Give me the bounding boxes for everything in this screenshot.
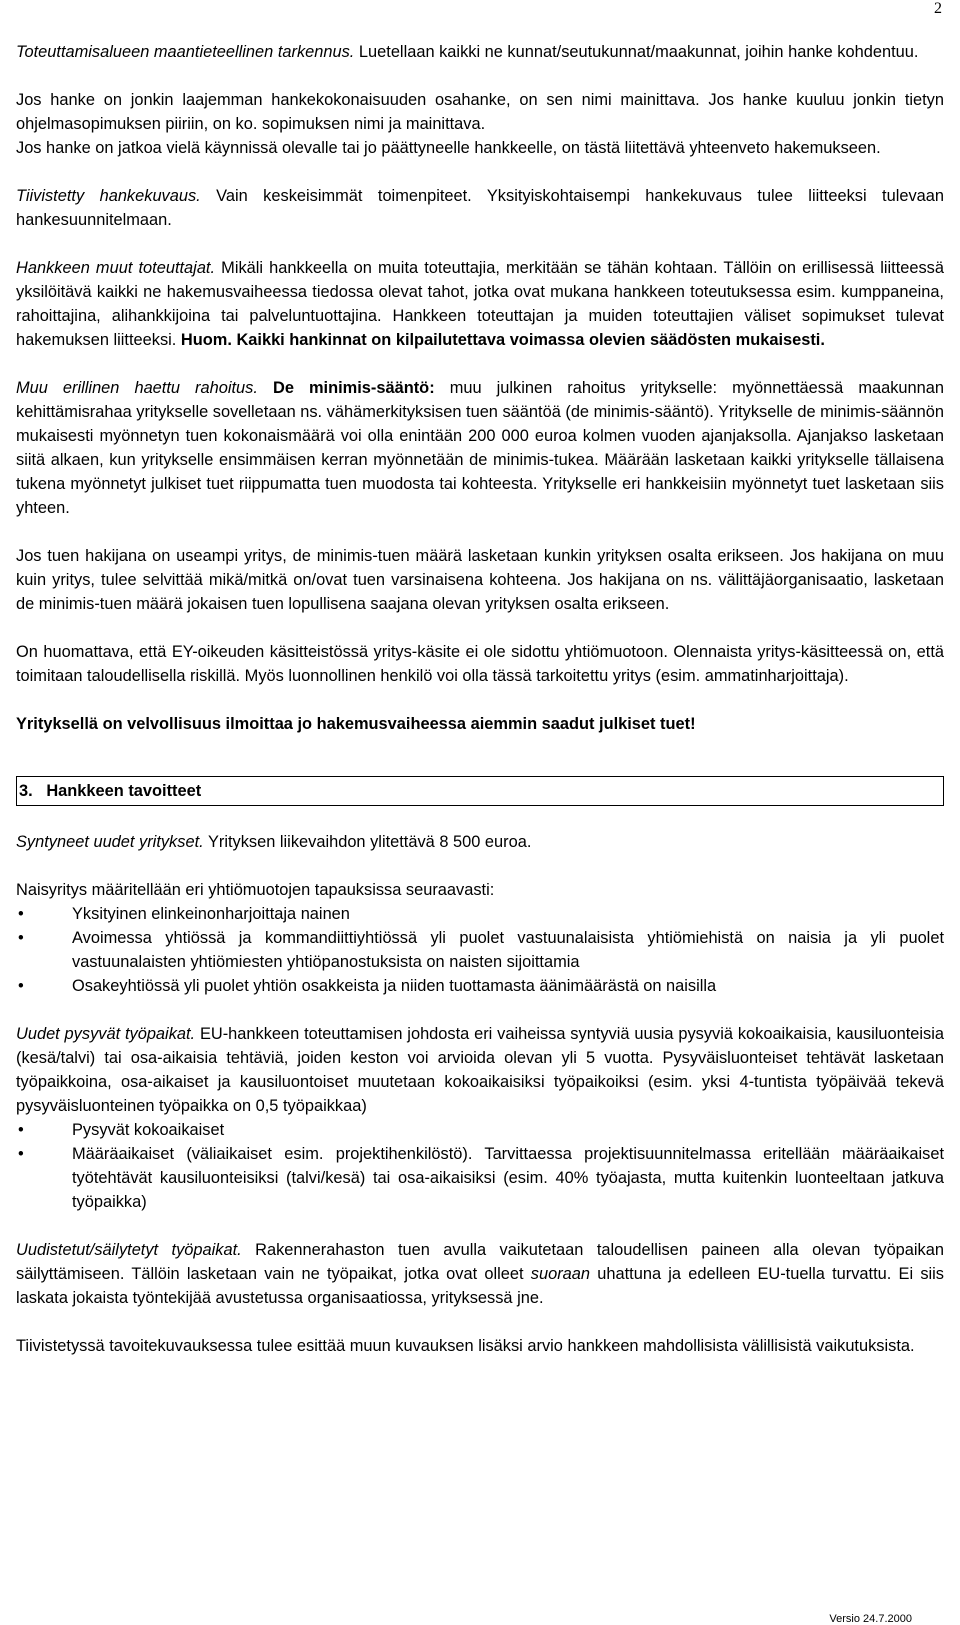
bullet-icon: • [18,977,24,995]
list-item-text: Pysyvät kokoaikaiset [72,1121,225,1139]
term-label: Uudet pysyvät työpaikat. [16,1025,196,1043]
section-title: Hankkeen tavoitteet [46,782,202,800]
section-number: 3. [19,782,33,800]
list-item [16,926,944,974]
paragraph-other-funding [16,376,944,520]
paragraph-text: EU-hankkeen toteuttamisen johdosta eri vaiheissa syntyviä uusia pysyviä kokoaikaisia, kausiluonteisia (kesä/talvi) tai osa-aikaisia tehtäviä, joiden keston voi arvioida olevan yli 5 vuotta. Pysyväisluonteiset tehtävät lasketaan työpaikkoina, osa-aikaiset ja kausiluontoiset muutetaan kokoaikaisiksi työpaikoiksi (esim. yksi 4-tuntista työpäivää tekevä pysyväisluonteinen työpaikka on 0,5 työpaikkaa) [16,1025,944,1115]
paragraph-new-companies [16,830,944,854]
list-item [16,902,944,926]
women-enterprise-list [16,902,944,998]
term-label: Tiivistetty hankekuvaus. [16,187,201,205]
section-heading-3 [16,776,944,806]
term-label: Syntyneet uudet yritykset. [16,833,204,851]
paragraph-retained-jobs [16,1238,944,1310]
paragraph-text: uhattuna ja edelleen EU-tuella turvattu. Ei siis laskata jokaista työntekijää avustetussa organisaatiossa, yrityksessä jne. [16,1265,944,1307]
paragraph-continuation: Jos hanke on jatkoa vielä käynnissä olevalle tai jo päättyneelle hankkeelle, on tästä liitettävä yhteenveto hakemukseen. [16,139,881,157]
notice-text: Huom. Kaikki hankinnat on kilpailutettava voimassa olevien säädösten mukaisesti. [180,331,825,349]
paragraph-other-implementers [16,256,944,352]
paragraph-company-concept: On huomattava, että EY-oikeuden käsitteistössä yritys-käsite ei ole sidottu yhtiömuotoon. Olennaista yritys-käsitteessä on, että toimitaan taloudellisella riskillä. Myös luonnollinen henkilö voi olla tässä tarkoitettu yritys (esim. ammatinharjoittaja). [16,643,944,685]
job-types-list [16,1118,944,1214]
term-label: Toteuttamisalueen maantieteellinen tarkennus. [16,43,355,61]
bullet-icon: • [18,905,24,923]
paragraph-sub-project: Jos hanke on jonkin laajemman hankekokonaisuuden osahanke, on sen nimi mainittava. Jos hanke kuuluu jonkin tietyn ohjelmasopimuksen piiriin, on ko. sopimuksen nimi ja mainittava. [16,91,944,133]
paragraph-women-enterprise: Naisyritys määritellään eri yhtiömuotojen tapauksissa seuraavasti: [16,881,495,899]
emphasis-text: suoraan [530,1265,591,1283]
paragraph-text: Yrityksen liikevaihdon ylitettävä 8 500 euroa. [203,833,532,851]
list-item-text: Määräaikaiset (väliaikaiset esim. projektihenkilöstö). Tarvittaessa projektisuunnitelmassa eritellään määräaikaiset työtehtävät kausiluonteisiksi (talvi/kesä) tai osa-aikaisiksi (esim. 40% työajasta, mutta kuitenkin luonteeltaan jatkuva työpaikka) [72,1145,944,1211]
bullet-icon: • [18,1145,24,1163]
paragraph-project-summary [16,184,944,232]
paragraph-multiple-applicants: Jos tuen hakijana on useampi yritys, de minimis-tuen määrä lasketaan kunkin yrityksen osalta erikseen. Jos hakijana on muu kuin yritys, tulee selvittää mikä/mitkä on/ovat tuen varsinaisena kohteena. Jos hakijana on ns. välittäjäorganisaatio, lasketaan de minimis-tuen määrä jokaisen tuen lopullisena saajana olevan yrityksen osalta erikseen. [16,547,944,613]
paragraph-geographic-scope [16,40,944,64]
term-label: Hankkeen muut toteuttajat. [16,259,216,277]
document-body [16,40,944,1358]
term-label: Muu erillinen haettu rahoitus. [16,379,258,397]
bullet-icon: • [18,1121,24,1139]
list-item [16,974,944,998]
list-item [16,1142,944,1214]
term-label: Uudistetut/säilytetyt työpaikat. [16,1241,242,1259]
version-footer: Versio 24.7.2000 [829,1613,912,1625]
paragraph-text: Vain keskeisimmät toimenpiteet. Yksityiskohtaisempi hankekuvaus tulee liitteeksi tulevaan hankesuunnitelmaan. [16,187,944,229]
list-item [16,1118,944,1142]
paragraph-indirect-effects: Tiivistetyssä tavoitekuvauksessa tulee esittää muun kuvauksen lisäksi arvio hankkeen mahdollisista välillisistä vaikutuksista. [16,1337,915,1355]
paragraph-obligation-notice: Yrityksellä on velvollisuus ilmoittaa jo hakemusvaiheessa aiemmin saadut julkiset tuet! [16,715,696,733]
bullet-icon: • [18,929,24,947]
page-number: 2 [934,0,942,17]
de-minimis-label: De minimis-sääntö: [257,379,435,397]
paragraph-text: Luetellaan kaikki ne kunnat/seutukunnat/maakunnat, joihin hanke kohdentuu. [354,43,919,61]
paragraph-text: Mikäli hankkeella on muita toteuttajia, merkitään se tähän kohtaan. Tällöin on erillisessä liitteessä yksilöitävä kaikki ne hakemusvaiheessa tiedossa olevat tahot, jotka ovat mukana hankkeen toteutuksessa esim. kumppaneina, rahoittajina, alihankkijoina tai palveluntuottajina. Hankkeen toteuttajan ja muiden toteuttajien väliset sopimukset tulevat hakemuksen liitteeksi. [16,259,944,349]
list-item-text: Avoimessa yhtiössä ja kommandiittiyhtiössä yli puolet vastuunalaisista yhtiömiehistä on naisia ja yli puolet vastuunalaisten yhtiömiesten yhtiöpanostuksista on naisten sijoittamia [72,929,944,971]
list-item-text: Osakeyhtiössä yli puolet yhtiön osakkeista ja niiden tuottamasta äänimäärästä on naisilla [72,977,717,995]
paragraph-text: Rakennerahaston tuen avulla vaikutetaan taloudellisen paineen alla olevan työpaikan säilyttämiseen. Tällöin lasketaan vain ne työpaikat, jotka ovat olleet [16,1241,944,1283]
list-item-text: Yksityinen elinkeinonharjoittaja nainen [72,905,350,923]
paragraph-text: muu julkinen rahoitus yritykselle: myönnettäessä maakunnan kehittämisrahaa yritykselle sovelletaan ns. vähämerkityksisen tuen sääntöä (de minimis-sääntö). Yritykselle de minimis-säännön mukaisesti myönnetyn tuen kokonaismäärä voi olla enintään 200 000 euroa kolmen vuoden ajanjaksolla. Ajanjakso lasketaan siitä alkaen, kun yritykselle ensimmäisen kerran myönnetään de minimis-tukea. Määrään lasketaan kaikki yritykselle tällaisena tukena myönnetyt julkiset tuet riippumatta tuen muodosta tai kohteesta. Yritykselle eri hankkeisiin myönnetyt tuet lasketaan siis yhteen. [16,379,944,517]
paragraph-new-permanent-jobs [16,1022,944,1118]
